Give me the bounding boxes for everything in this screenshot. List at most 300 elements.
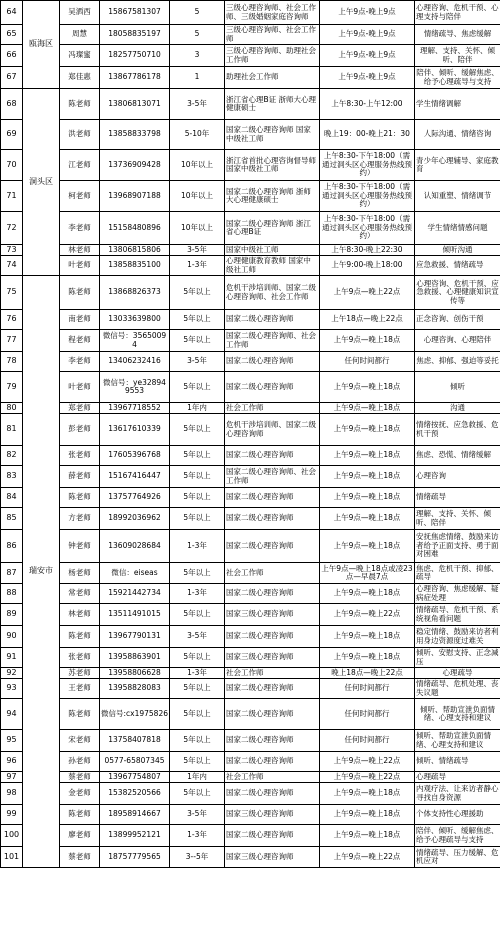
qualification: 三级心理咨询师、社会工作师、三级婚姻家庭咨询师 [225, 1, 320, 25]
counselor-name: 薛老师 [60, 466, 100, 488]
table-row [1, 508, 500, 530]
counselor-name: 柯老师 [60, 181, 100, 212]
service-content: 焦虑、危机干预、抑郁、疏导 [415, 563, 500, 584]
experience-years: 5年以上 [170, 752, 225, 772]
row-number: 100 [1, 825, 23, 847]
table-row [1, 825, 500, 847]
experience-years: 5年以上 [170, 414, 225, 446]
experience-years: 10年以上 [170, 181, 225, 212]
experience-years: 1-3年 [170, 584, 225, 604]
table-row [1, 668, 500, 679]
experience-years: 3-5年 [170, 805, 225, 825]
service-time: 上午9点—晚上18点 [320, 783, 415, 805]
qualification: 浙江省心理B证 浙师大心理健康硕士 [225, 89, 320, 120]
row-number: 86 [1, 530, 23, 563]
table-row [1, 212, 500, 245]
table-row [1, 679, 500, 699]
service-content: 倾听、帮助宣泄负面情绪、心理支持和建议 [415, 730, 500, 752]
row-number: 68 [1, 89, 23, 120]
counselor-name: 陈老师 [60, 276, 100, 310]
table-row [1, 730, 500, 752]
service-time: 上午9点-晚上9点 [320, 25, 415, 45]
experience-years: 5年以上 [170, 783, 225, 805]
contact-phone: 18257750710 [100, 45, 170, 67]
experience-years: 5年以上 [170, 604, 225, 626]
table-row [1, 648, 500, 668]
qualification: 国家二级心理咨询师 [225, 530, 320, 563]
counselor-name: 冯璨蜜 [60, 45, 100, 67]
service-time: 上午18点—晚上22点 [320, 310, 415, 330]
table-row [1, 25, 500, 45]
service-time: 上午9点—晚上18点 [320, 648, 415, 668]
table-row [1, 245, 500, 256]
table-row [1, 752, 500, 772]
contact-phone: 18992036962 [100, 508, 170, 530]
contact-phone: 15867581307 [100, 1, 170, 25]
experience-years: 1-3年 [170, 256, 225, 276]
qualification: 国家三级心理咨询师 [225, 847, 320, 868]
qualification: 社会工作师 [225, 668, 320, 679]
qualification: 社会工作师 [225, 772, 320, 783]
contact-phone: 13899952121 [100, 825, 170, 847]
experience-years: 5年以上 [170, 446, 225, 466]
contact-phone: 13858833798 [100, 120, 170, 150]
contact-phone: 0577-65807345 [100, 752, 170, 772]
counselor-name: 陈老师 [60, 626, 100, 648]
qualification: 社会工作师 [225, 563, 320, 584]
qualification: 国家二级心理咨询师、社会工作师 [225, 330, 320, 352]
row-number: 93 [1, 679, 23, 699]
qualification: 心理健康教育教师 国家中级社工师 [225, 256, 320, 276]
service-content: 陪伴、倾听、缓解焦虑、给予心理疏导与支持 [415, 825, 500, 847]
counselor-name: 郑佳惠 [60, 67, 100, 89]
counselor-name: 孙老师 [60, 752, 100, 772]
contact-phone: 13967754807 [100, 772, 170, 783]
table-row [1, 1, 500, 25]
row-number: 90 [1, 626, 23, 648]
service-content: 稳定情绪、鼓励来访者利用身边资源度过难关 [415, 626, 500, 648]
qualification: 国家三级心理咨询师 [225, 604, 320, 626]
service-content: 学生情绪调解 [415, 89, 500, 120]
row-number: 71 [1, 181, 23, 212]
service-content: 焦虑、恐慌、情绪缓解 [415, 446, 500, 466]
service-time: 上午9点—晚上18点 [320, 805, 415, 825]
table-row [1, 466, 500, 488]
table-row [1, 330, 500, 352]
qualification: 国家二级心理咨询师 [225, 783, 320, 805]
contact-phone: 15167416447 [100, 466, 170, 488]
service-content: 人际沟通、情绪咨询 [415, 120, 500, 150]
experience-years: 3-5年 [170, 352, 225, 372]
experience-years: 5 [170, 1, 225, 25]
service-time: 任何时间都行 [320, 699, 415, 730]
service-content: 理解、支持、关怀、倾听、陪伴 [415, 508, 500, 530]
qualification: 国家三级心理咨询师 [225, 805, 320, 825]
service-time: 上午9点—晚上22点 [320, 847, 415, 868]
counselor-name: 林老师 [60, 604, 100, 626]
service-time: 任何时间都行 [320, 730, 415, 752]
row-number: 96 [1, 752, 23, 772]
qualification: 国家三级心理咨询师 [225, 648, 320, 668]
contact-phone: 13806815806 [100, 245, 170, 256]
table-row [1, 604, 500, 626]
contact-phone: 13968907188 [100, 181, 170, 212]
service-content: 情绪疏导、焦虑缓解 [415, 25, 500, 45]
qualification: 国家二级心理咨询师 [225, 699, 320, 730]
counselor-name: 吴洒西 [60, 1, 100, 25]
counselor-name: 叶老师 [60, 256, 100, 276]
counselor-name: 廖老师 [60, 825, 100, 847]
service-content: 情绪按抚、应急救援、危机干预 [415, 414, 500, 446]
qualification: 国家二级心理咨询师 [225, 446, 320, 466]
counselor-name: 叶老师 [60, 372, 100, 403]
experience-years: 1-3年 [170, 668, 225, 679]
service-content: 理解、支持、关怀、倾听、陪伴 [415, 45, 500, 67]
table-row [1, 530, 500, 563]
service-time: 上午9点—晚上22点 [320, 752, 415, 772]
experience-years: 5年以上 [170, 679, 225, 699]
contact-phone: 13958828083 [100, 679, 170, 699]
district-cell: 瑞安市 [23, 276, 60, 868]
counselor-name: 李老师 [60, 212, 100, 245]
service-content: 青少年心理辅导、家庭教育 [415, 150, 500, 181]
service-time: 上午8:30-下午18:00（需通过洞头区心理服务热线预约） [320, 212, 415, 245]
counselor-name: 江老师 [60, 150, 100, 181]
experience-years: 3 [170, 45, 225, 67]
service-time: 上午9点—晚上18点 [320, 466, 415, 488]
experience-years: 5年以上 [170, 466, 225, 488]
counselor-name: 林老师 [60, 245, 100, 256]
experience-years: 3-5年 [170, 626, 225, 648]
counselor-name: 蔡老师 [60, 772, 100, 783]
qualification: 国家二级心理咨询师 [225, 352, 320, 372]
contact-phone: 13758407818 [100, 730, 170, 752]
row-number: 74 [1, 256, 23, 276]
experience-years: 5年以上 [170, 699, 225, 730]
qualification: 国家二级心理咨询师 [225, 310, 320, 330]
experience-years: 5年以上 [170, 563, 225, 584]
service-time: 上午8:30-下午18:00（需通过洞头区心理服务热线预约） [320, 150, 415, 181]
counselor-name: 陈老师 [60, 805, 100, 825]
table-row [1, 488, 500, 508]
row-number: 66 [1, 45, 23, 67]
service-time: 上午8:30-上午12:00 [320, 89, 415, 120]
service-content: 沟通 [415, 403, 500, 414]
experience-years: 3-5年 [170, 245, 225, 256]
counselor-name: 杨老师 [60, 563, 100, 584]
service-content: 认知重塑、情绪调节 [415, 181, 500, 212]
service-content: 心理疏导 [415, 772, 500, 783]
row-number: 80 [1, 403, 23, 414]
service-content: 情绪疏导 [415, 488, 500, 508]
service-time: 上午9点—晚上18点 [320, 372, 415, 403]
service-time: 上午9点-晚上9点 [320, 1, 415, 25]
contact-phone: 13511491015 [100, 604, 170, 626]
experience-years: 1 [170, 67, 225, 89]
service-time: 上午8:30-晚上22:30 [320, 245, 415, 256]
contact-phone: 13617610339 [100, 414, 170, 446]
service-content: 心理咨询、焦虑缓解、疑病症处理 [416, 584, 499, 602]
district-cell: 瓯海区 [23, 1, 60, 89]
row-number: 94 [1, 699, 23, 730]
table-row [1, 150, 500, 181]
experience-years: 5年以上 [170, 330, 225, 352]
service-time: 上午9点—晚上18点 [320, 825, 415, 847]
row-number: 98 [1, 783, 23, 805]
counselor-name: 金老师 [60, 783, 100, 805]
contact-phone: 17605396768 [100, 446, 170, 466]
service-time: 上午9点—晚上22点 [320, 772, 415, 783]
qualification: 社会工作师 [225, 403, 320, 414]
table-row [1, 181, 500, 212]
qualification: 国家二级心理咨询师 浙江省心理B证 [225, 212, 320, 245]
counselor-name: 陈老师 [60, 488, 100, 508]
qualification: 国家二级心理咨询师 [225, 372, 320, 403]
experience-years: 5年以上 [170, 508, 225, 530]
service-time: 上午8:30-下午18:00（需通过洞头区心理服务热线预约） [320, 181, 415, 212]
service-time: 任何时间都行 [320, 352, 415, 372]
contact-phone: 15158480896 [100, 212, 170, 245]
service-time: 上午9点—晚上18点 [320, 488, 415, 508]
table-row [1, 772, 500, 783]
counselor-name: 南老师 [60, 310, 100, 330]
counselor-name: 郑老师 [60, 403, 100, 414]
row-number: 97 [1, 772, 23, 783]
contact-phone: 15921442734 [100, 584, 170, 604]
service-content: 陪伴、倾听、缓解焦虑、给予心理疏导与支持 [415, 67, 500, 89]
service-time: 上午9点-晚上9点 [320, 67, 415, 89]
table-row [1, 89, 500, 120]
experience-years: 5年以上 [170, 730, 225, 752]
row-number: 95 [1, 730, 23, 752]
experience-years: 3--5年 [170, 847, 225, 868]
service-content: 学生情绪情感问题 [415, 212, 500, 245]
experience-years: 5年以上 [170, 310, 225, 330]
table-row [1, 626, 500, 648]
row-number: 82 [1, 446, 23, 466]
counselor-name: 苏老师 [60, 668, 100, 679]
table-row [1, 584, 500, 604]
qualification: 国家中级社工师 [225, 245, 320, 256]
service-content: 内观疗法、让来访者静心寻找自身资源 [415, 783, 500, 805]
contact-phone: 13757764926 [100, 488, 170, 508]
experience-years: 1-3年 [170, 530, 225, 563]
counselor-name: 李老师 [60, 352, 100, 372]
counselor-name: 张老师 [60, 648, 100, 668]
row-number: 89 [1, 604, 23, 626]
row-number: 87 [1, 563, 23, 584]
service-time: 上午9点—晚上18点 [320, 626, 415, 648]
row-number: 70 [1, 150, 23, 181]
service-time: 上午9点—晚上18点 [320, 446, 415, 466]
service-content: 情绪疏导、危机处理、丧失议题 [416, 679, 499, 697]
table-row [1, 352, 500, 372]
contact-phone: 15382520566 [100, 783, 170, 805]
row-number: 85 [1, 508, 23, 530]
table-row [1, 783, 500, 805]
table-row [1, 276, 500, 310]
service-time: 上午9点—晚上18点 [320, 414, 415, 446]
row-number: 78 [1, 352, 23, 372]
row-number: 84 [1, 488, 23, 508]
table-row [1, 563, 500, 584]
counselor-name: 常老师 [60, 584, 100, 604]
service-time: 上午9点—晚上22点 [320, 604, 415, 626]
service-content: 心理咨询、心理陪伴 [415, 330, 500, 352]
table-row [1, 699, 500, 730]
qualification: 三级心理咨询师、社会工作师 [225, 25, 320, 45]
contact-phone: 13967718552 [100, 403, 170, 414]
service-content: 心理咨询 [415, 466, 500, 488]
service-time: 上午9:00-晚上18:00 [320, 256, 415, 276]
experience-years: 5-10年 [170, 120, 225, 150]
qualification: 国家二级心理咨询师 [225, 730, 320, 752]
contact-phone: 13858835100 [100, 256, 170, 276]
service-content: 情绪疏导、压力缓解、危机应对 [415, 847, 500, 868]
row-number: 77 [1, 330, 23, 352]
service-time: 上午9点—晚上22点 [320, 276, 415, 310]
contact-phone: 18058835197 [100, 25, 170, 45]
counselor-name: 洪老师 [60, 120, 100, 150]
counselor-name: 陈老师 [60, 89, 100, 120]
contact-phone: 13736909428 [100, 150, 170, 181]
contact-phone: 13609028684 [100, 530, 170, 563]
contact-phone: 微信：eiseas [100, 563, 170, 584]
row-number: 76 [1, 310, 23, 330]
experience-years: 5年以上 [170, 488, 225, 508]
table-row [1, 45, 500, 67]
row-number: 99 [1, 805, 23, 825]
service-content: 焦虑、抑郁、强迫等妥托 [415, 352, 500, 372]
service-time: 上午9点-晚上9点 [320, 45, 415, 67]
table-row [1, 120, 500, 150]
qualification: 国家二级心理咨询师、社会工作师 [225, 466, 320, 488]
counselor-name: 彭老师 [60, 414, 100, 446]
qualification: 国家二级心理咨询师 [225, 508, 320, 530]
row-number: 67 [1, 67, 23, 89]
service-time: 上午9点—晚上18点 [320, 330, 415, 352]
row-number: 75 [1, 276, 23, 310]
service-content: 正念咨询、创伤干预 [415, 310, 500, 330]
qualification: 国家二级心理咨询师 国家中级社工师 [225, 120, 320, 150]
contact-phone: 13806813071 [100, 89, 170, 120]
table-row [1, 403, 500, 414]
contact-phone: 13033639800 [100, 310, 170, 330]
service-content: 倾听、情绪疏导 [415, 752, 500, 772]
counselor-name: 王老师 [60, 679, 100, 699]
district-cell: 洞头区 [23, 89, 60, 276]
experience-years: 1年内 [170, 403, 225, 414]
counselor-name: 张老师 [60, 446, 100, 466]
table-row [1, 372, 500, 403]
table-row [1, 256, 500, 276]
service-content: 个体支持性心理援助 [415, 805, 500, 825]
experience-years: 3-5年 [170, 89, 225, 120]
experience-years: 1年内 [170, 772, 225, 783]
contact-phone: 微信号:cx1975826 [100, 699, 170, 730]
service-content: 心理疏导 [415, 668, 500, 679]
qualification: 助理社会工作师 [225, 67, 320, 89]
qualification: 浙江省首批心理咨询督导师 国家中级社工师 [225, 150, 320, 181]
table-row [1, 310, 500, 330]
service-content: 倾听 [415, 372, 500, 403]
row-number: 91 [1, 648, 23, 668]
contact-phone: 微信号：35650094 [100, 330, 170, 352]
experience-years: 5年以上 [170, 648, 225, 668]
counselor-name: 程老师 [60, 330, 100, 352]
experience-years: 1-3年 [170, 825, 225, 847]
qualification: 国家二级心理咨询师 [225, 825, 320, 847]
contact-phone: 13868826373 [100, 276, 170, 310]
service-content: 心理咨询、危机干预、应急救援、心理健康知识宣传等 [415, 276, 500, 310]
row-number: 64 [1, 1, 23, 25]
row-number: 83 [1, 466, 23, 488]
service-time: 晚上18点—晚上22点 [320, 668, 415, 679]
row-number: 92 [1, 668, 23, 679]
service-content: 情绪疏导、危机干预、系统视角看问题 [415, 604, 500, 626]
experience-years: 10年以上 [170, 212, 225, 245]
table-row [1, 446, 500, 466]
experience-years: 10年以上 [170, 150, 225, 181]
service-time: 上午9点—晚上18点 [320, 403, 415, 414]
qualification: 危机干涉培训师、国家二级心理咨询师 [225, 414, 320, 446]
row-number: 88 [1, 584, 23, 604]
experience-years: 5年以上 [170, 372, 225, 403]
contact-phone: 微信号：ye328949553 [100, 372, 170, 403]
service-time: 晚上19：00-晚上21：30 [320, 120, 415, 150]
row-number: 79 [1, 372, 23, 403]
service-time: 上午9点—晚上18点或凌23点—早晨7点 [320, 563, 415, 584]
contact-phone: 13406232416 [100, 352, 170, 372]
qualification: 国家二级心理咨询师 [225, 679, 320, 699]
qualification: 国家二级心理咨询师 [225, 488, 320, 508]
service-time: 上午9点—晚上18点 [320, 508, 415, 530]
counselor-name: 钟老师 [60, 530, 100, 563]
row-number: 65 [1, 25, 23, 45]
qualification: 三级心理咨询师、助理社会工作师 [225, 45, 320, 67]
table-row [1, 414, 500, 446]
service-content: 倾听、安慰支持、正念减压 [416, 648, 499, 666]
contact-phone: 13958806628 [100, 668, 170, 679]
row-number: 81 [1, 414, 23, 446]
qualification: 国家二级心理咨询师 浙师大心理健康硕士 [225, 181, 320, 212]
experience-years: 5 [170, 25, 225, 45]
qualification: 国家二级心理咨询师 [225, 626, 320, 648]
contact-phone: 13958863901 [100, 648, 170, 668]
service-content: 倾听、帮助宣泄负面情绪、心理支持和建议 [415, 699, 500, 730]
row-number: 69 [1, 120, 23, 150]
row-number: 73 [1, 245, 23, 256]
row-number: 101 [1, 847, 23, 868]
service-time: 上午9点—晚上18点 [320, 584, 415, 604]
counselor-name: 蔡老师 [60, 847, 100, 868]
counselor-name: 陈老师 [60, 699, 100, 730]
service-content: 心理咨询、危机干预、心理支持与陪伴 [415, 1, 500, 25]
contact-phone: 13967790131 [100, 626, 170, 648]
service-content: 应急救援、情绪疏导 [415, 256, 500, 276]
service-content: 倾听沟通 [415, 245, 500, 256]
table-row [1, 67, 500, 89]
contact-phone: 13867786178 [100, 67, 170, 89]
experience-years: 5年以上 [170, 276, 225, 310]
contact-phone: 18757779565 [100, 847, 170, 868]
service-time: 任何时间都行 [320, 679, 415, 699]
counselor-name: 周慧 [60, 25, 100, 45]
counselor-name: 宋老师 [60, 730, 100, 752]
contact-phone: 18958914667 [100, 805, 170, 825]
row-number: 72 [1, 212, 23, 245]
table-row [1, 847, 500, 868]
